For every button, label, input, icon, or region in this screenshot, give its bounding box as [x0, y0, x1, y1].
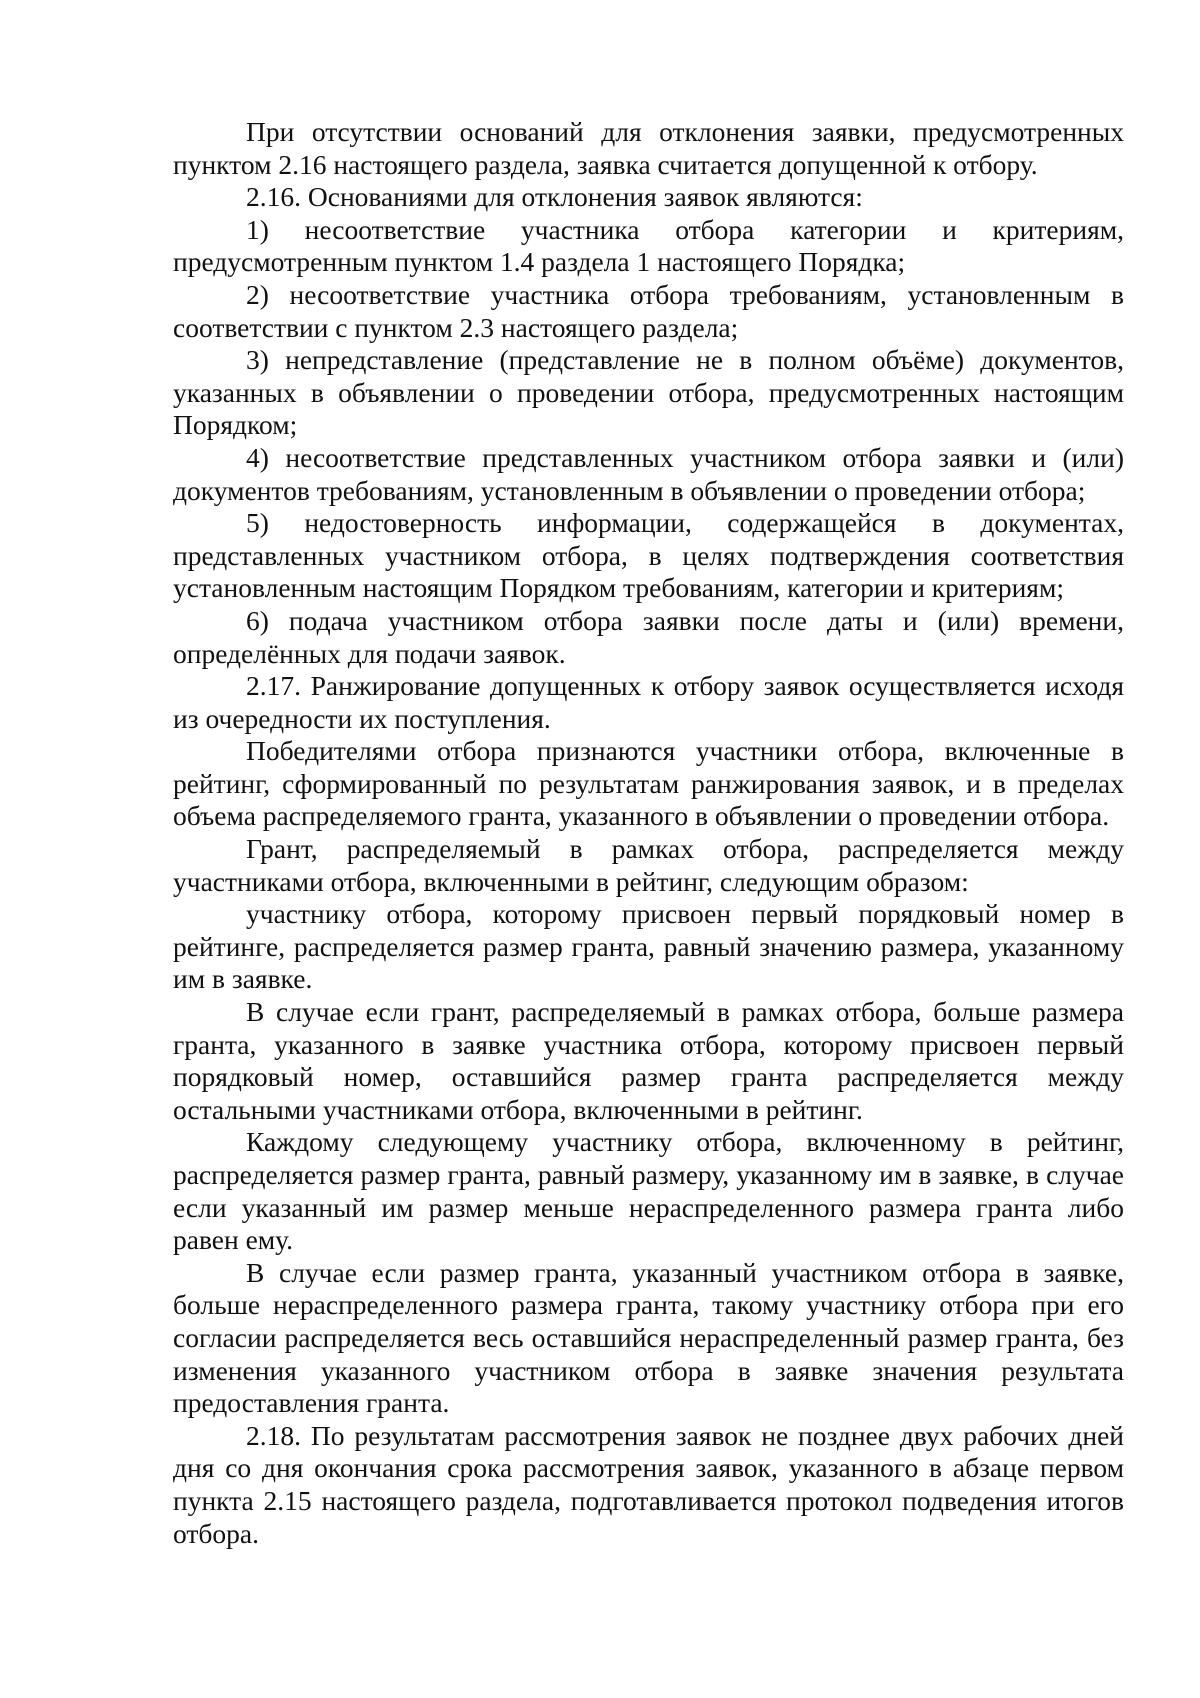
paragraph-exceeding-size: В случае если размер гранта, указанный участником отбора в заявке, больше нераспределенного размера гранта, такому участнику отбора при его согласии распределяется весь оставшийся нераспределенный размер гранта, без изменения указанного участником отбора в заявке значения результата предоставления гранта. — [173, 1256, 1124, 1419]
paragraph-first-participant: участнику отбора, которому присвоен первый порядковый номер в рейтинге, распределяется размер гранта, равный значению размера, указанному им в заявке. — [173, 898, 1124, 995]
paragraph-item-3: 3) непредставление (представление не в полном объёме) документов, указанных в объявлении о проведении отбора, предусмотренных настоящим Порядком; — [173, 344, 1124, 441]
paragraph-item-4: 4) несоответствие представленных участником отбора заявки и (или) документов требованиям, установленным в объявлении о проведении отбора; — [173, 441, 1124, 506]
paragraph-2-16: 2.16. Основаниями для отклонения заявок являются: — [246, 181, 863, 213]
paragraph-item-1: 1) несоответствие участника отбора категории и критериям, предусмотренным пунктом 1.4 раздела 1 настоящего Порядка; — [173, 213, 1124, 278]
paragraph-2-18: 2.18. По результатам рассмотрения заявок не позднее двух рабочих дней дня со дня окончания срока рассмотрения заявок, указанного в абзаце первом пункта 2.15 настоящего раздела, подготавливается протокол подведения итогов отбора. — [173, 1419, 1124, 1549]
paragraph-2-17: 2.17. Ранжирование допущенных к отбору заявок осуществляется исходя из очередности их поступления. — [173, 670, 1124, 734]
paragraph-remaining-grant: В случае если грант, распределяемый в рамках отбора, больше размера гранта, указанного в заявке участника отбора, которому присвоен первый порядковый номер, оставшийся размер гранта распределяется между остальными участниками отбора, включенными в рейтинг. — [173, 996, 1124, 1125]
paragraph-item-5: 5) недостоверность информации, содержащейся в документах, представленных участником отбора, в целях подтверждения соответствия установленным настоящим Порядком требованиям, категории и критериям; — [173, 507, 1124, 604]
paragraph-winners: Победителями отбора признаются участники отбора, включенные в рейтинг, сформированный по результатам ранжирования заявок, и в пределах объема распределяемого гранта, указанного в объявлении о проведении отбора. — [173, 735, 1124, 832]
paragraph-item-6: 6) подача участником отбора заявки после даты и (или) времени, определённых для подачи заявок. — [173, 604, 1124, 669]
paragraph-grant-distribution: Грант, распределяемый в рамках отбора, распределяется между участниками отбора, включенными в рейтинг, следующим образом: — [173, 833, 1124, 897]
paragraph-each-next-participant: Каждому следующему участнику отбора, включенному в рейтинг, распределяется размер гранта, равный размеру, указанному им в заявке, в случае если указанный им размер меньше нераспределенного размера гранта либо равен ему. — [173, 1126, 1124, 1256]
document-body — [173, 116, 1124, 1550]
paragraph-item-2: 2) несоответствие участника отбора требованиям, установленным в соответствии с пунктом 2.3 настоящего раздела; — [173, 278, 1124, 343]
paragraph-admission: При отсутствии оснований для отклонения заявки, предусмотренных пунктом 2.16 настоящего раздела, заявка считается допущенной к отбору. — [173, 116, 1124, 180]
